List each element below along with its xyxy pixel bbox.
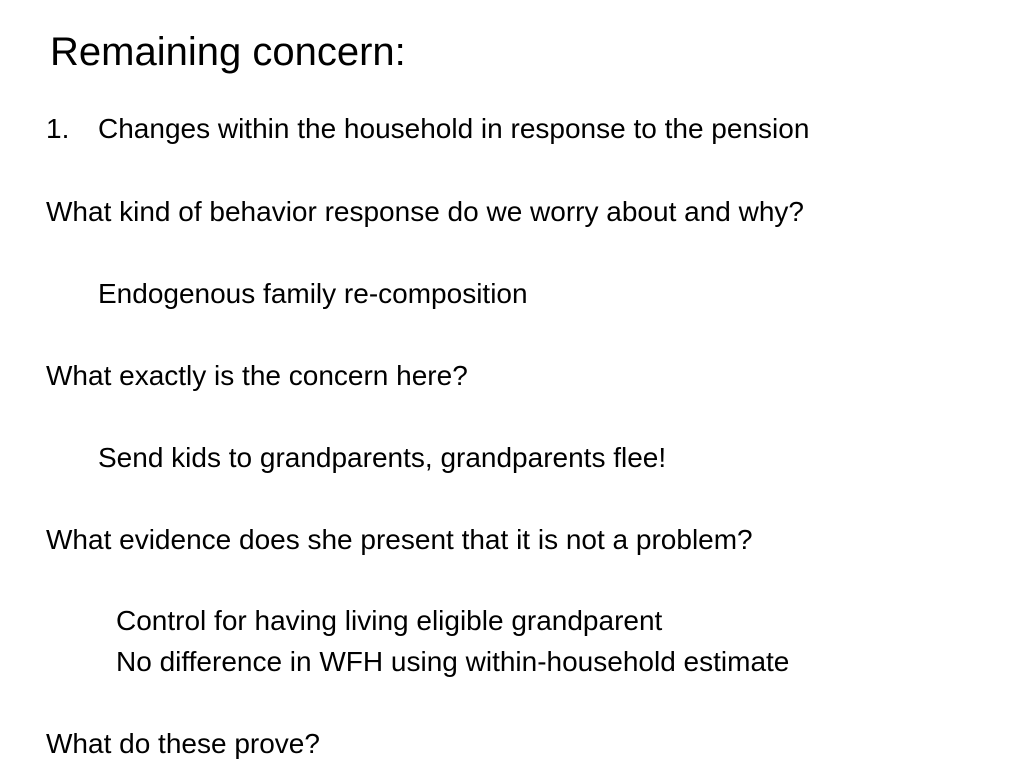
list-item-text: Changes within the household in response to the pension bbox=[98, 113, 810, 144]
answer-grandparents: Send kids to grandparents, grandparents flee! bbox=[98, 442, 667, 473]
question-concern: What exactly is the concern here? bbox=[46, 360, 468, 391]
slide-title: Remaining concern: bbox=[50, 30, 406, 74]
evidence-line: No difference in WFH using within-household estimate bbox=[116, 646, 790, 677]
question-behavior-response: What kind of behavior response do we worry about and why? bbox=[46, 196, 804, 227]
answer-family-recomposition: Endogenous family re-composition bbox=[98, 278, 528, 309]
evidence-line: Control for having living eligible grandparent bbox=[116, 605, 663, 636]
question-evidence: What evidence does she present that it is not a problem? bbox=[46, 524, 753, 555]
question-prove: What do these prove? bbox=[46, 728, 320, 759]
list-item-number: 1. bbox=[46, 113, 70, 144]
